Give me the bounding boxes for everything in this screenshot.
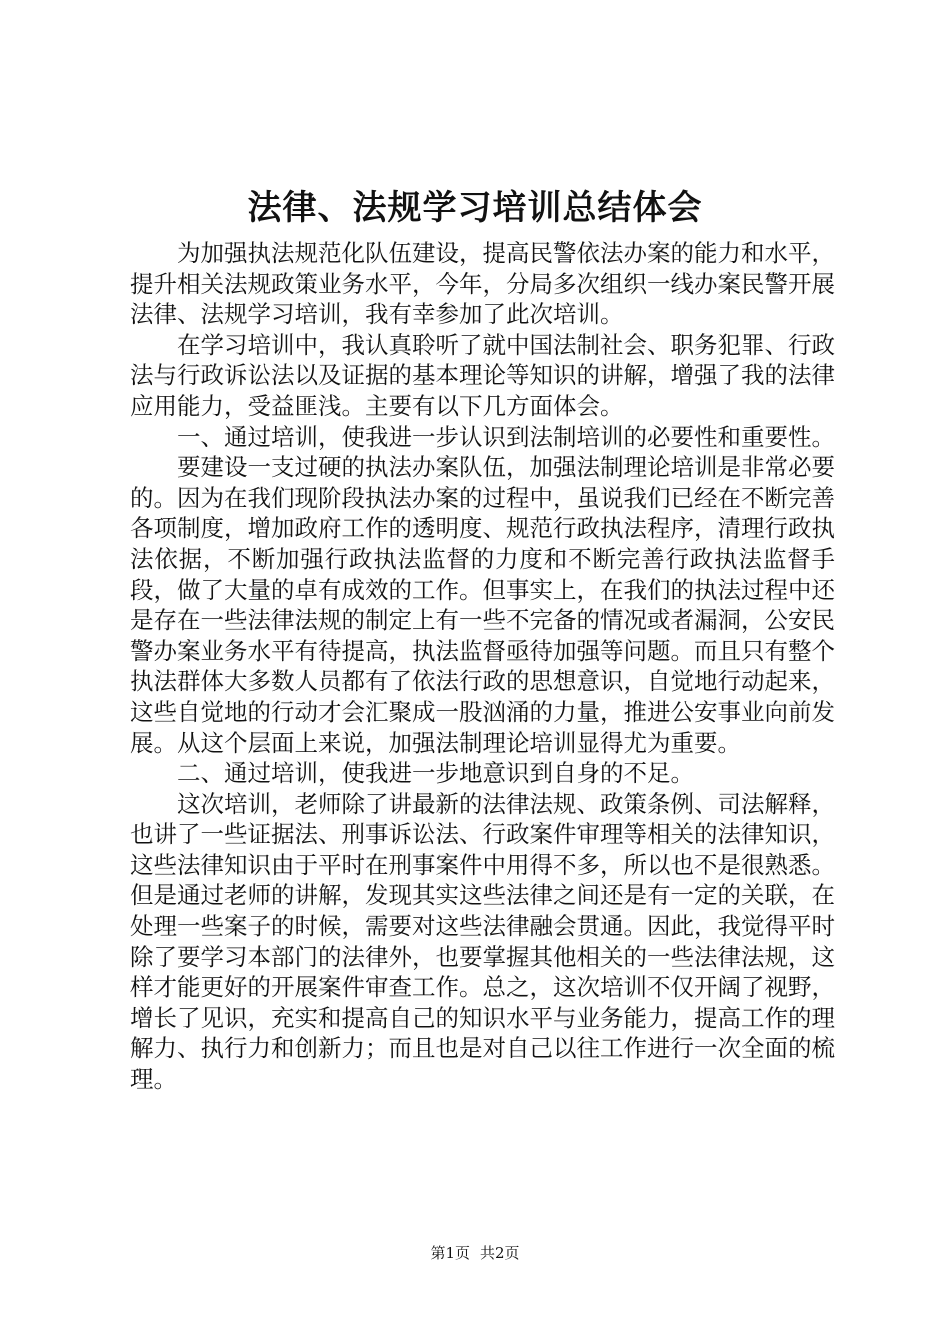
section-heading-two: 二、通过培训，使我进一步地意识到自身的不足。 [177,759,694,788]
page-number-total: 共2页 [480,1244,520,1262]
paragraph-intro: 为加强执法规范化队伍建设，提高民警依法办案的能力和水平，提升相关法规政策业务水平，今年，分局多次组织一线办案民警开展法律、法规学习培训，我有幸参加了此次培训。 [130,239,835,329]
document-title: 法律、法规学习培训总结体会 [247,188,703,228]
page-number-current: 第1页 [430,1244,470,1262]
section-heading-one: 一、通过培训，使我进一步认识到法制培训的必要性和重要性。 [177,422,835,451]
paragraph-section-two-body: 这次培训，老师除了讲最新的法律法规、政策条例、司法解释，也讲了一些证据法、刑事诉讼法、行政案件审理等相关的法律知识，这些法律知识由于平时在刑事案件中用得不多，所以也不是很熟悉。但是通过老师的讲解，发现其实这些法律之间还是有一定的关联，在处理一些案子的时候，需要对这些法律融会贯通。因此，我觉得平时除了要学习本部门的法律外，也要掌握其他相关的一些法律法规，这样才能更好的开展案件审查工作。总之，这次培训不仅开阔了视野，增长了见识，充实和提高自己的知识水平与业务能力，提高工作的理解力、执行力和创新力；而且也是对自己以往工作进行一次全面的梳理。 [130,789,835,1094]
paragraph-training-content: 在学习培训中，我认真聆听了就中国法制社会、职务犯罪、行政法与行政诉讼法以及证据的基本理论等知识的讲解，增强了我的法律应用能力，受益匪浅。主要有以下几方面体会。 [130,330,835,420]
paragraph-section-one-body: 要建设一支过硬的执法办案队伍，加强法制理论培训是非常必要的。因为在我们现阶段执法办案的过程中，虽说我们已经在不断完善各项制度，增加政府工作的透明度、规范行政执法程序，清理行政执法依据，不断加强行政执法监督的力度和不断完善行政执法监督手段，做了大量的卓有成效的工作。但事实上，在我们的执法过程中还是存在一些法律法规的制定上有一些不完备的情况或者漏洞，公安民警办案业务水平有待提高，执法监督亟待加强等问题。而且只有整个执法群体大多数人员都有了依法行政的思想意识，自觉地行动起来，这些自觉地的行动才会汇聚成一股汹涌的力量，推进公安事业向前发展。从这个层面上来说，加强法制理论培训显得尤为重要。 [130,453,835,757]
document-body [130,238,835,1095]
page-footer [0,1241,950,1265]
